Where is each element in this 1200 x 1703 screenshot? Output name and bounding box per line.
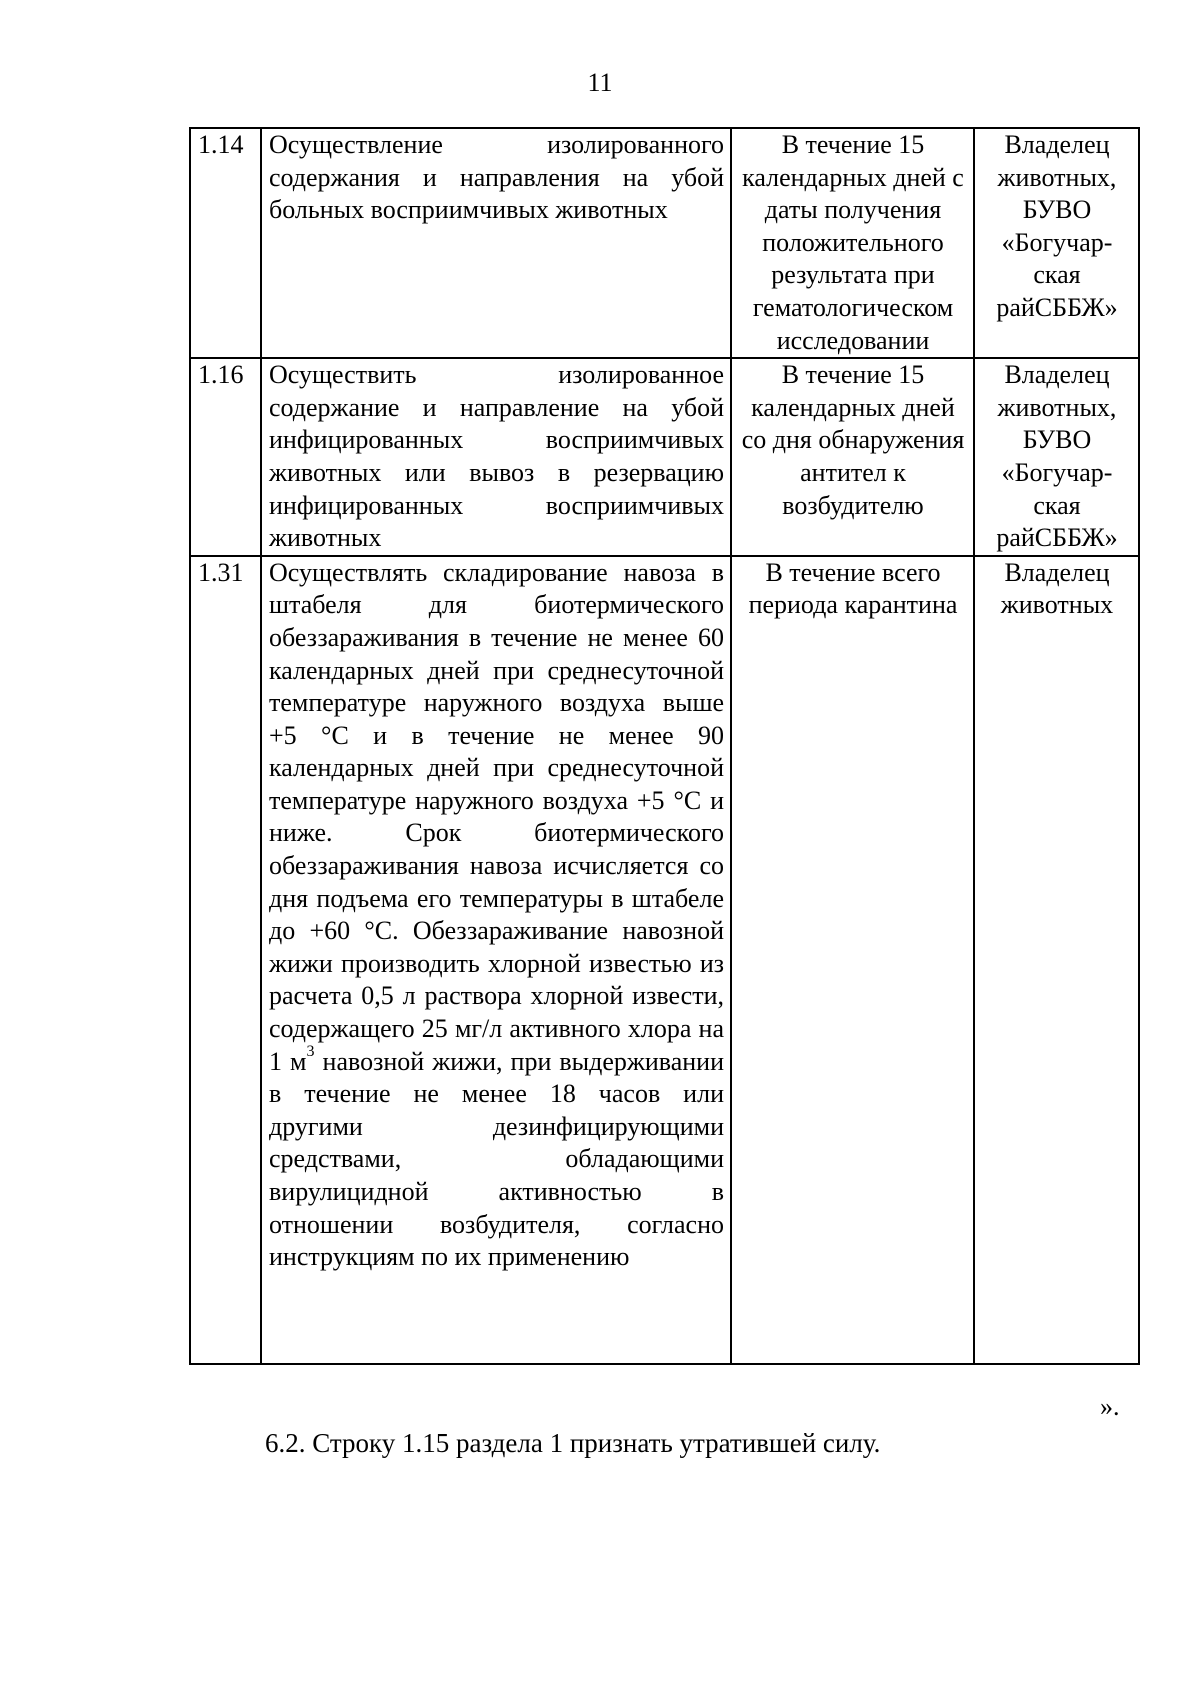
measures-table (189, 127, 1140, 1365)
row-number: 1.16 (190, 358, 261, 556)
term-cell: В течение 15 календарных дней со дня обнаружения антител к возбудителю (731, 358, 974, 556)
amendment-note: 6.2. Строку 1.15 раздела 1 признать утратившей силу. (265, 1428, 881, 1458)
measure-text-continued: навозной жижи, при выдерживании в течение не менее 18 часов или другими дезинфицирующими средствами, обладающими вирулицидной активностью в отношении возбудителя, согласно инструкциям по их применению (269, 1046, 725, 1272)
measure-cell: Осуществить изолированное содержание и направление на убой инфицированных восприимчивых животных или вывоз в резервацию инфицированных восприимчивых животных (261, 358, 731, 556)
row-number: 1.31 (190, 556, 261, 1364)
closing-quote: ». (1100, 1392, 1120, 1421)
row-number: 1.14 (190, 128, 261, 358)
responsible-cell: Владелец животных (974, 556, 1139, 1364)
measure-text: Осуществлять складирование навоза в штабеля для биотермического обеззараживания в течение не менее 60 календарных дней при среднесуточной температуре наружного воздуха выше +5 °С и в течение не менее 90 календарных дней при среднесуточной температуре наружного воздуха +5 °С и ниже. Срок биотермического обеззараживания навоза исчисляется со дня подъема его температуры в штабеле до +60 °С. Обеззараживание навозной жижи производить хлорной известью из расчета 0,5 л раствора хлорной извести, содержащего 25 мг/л активного хлора на 1 м (269, 557, 724, 1076)
term-cell: В течение 15 календарных дней с даты получения положительного результата при гематологическом исследовании (731, 128, 974, 358)
term-cell: В течение всего периода карантина (731, 556, 974, 1364)
superscript: 3 (306, 1042, 315, 1060)
page-number: 11 (587, 68, 613, 97)
measure-cell (261, 556, 731, 1364)
measure-cell: Осуществление изолированного содержания и направления на убой больных восприимчивых животных (261, 128, 731, 358)
table-row (190, 358, 1139, 556)
table-row (190, 128, 1139, 358)
table-row (190, 556, 1139, 1364)
responsible-cell: Владелец животных, БУВО «Богучар-ская райСББЖ» (974, 128, 1139, 358)
responsible-cell: Владелец животных, БУВО «Богучар-ская райСББЖ» (974, 358, 1139, 556)
